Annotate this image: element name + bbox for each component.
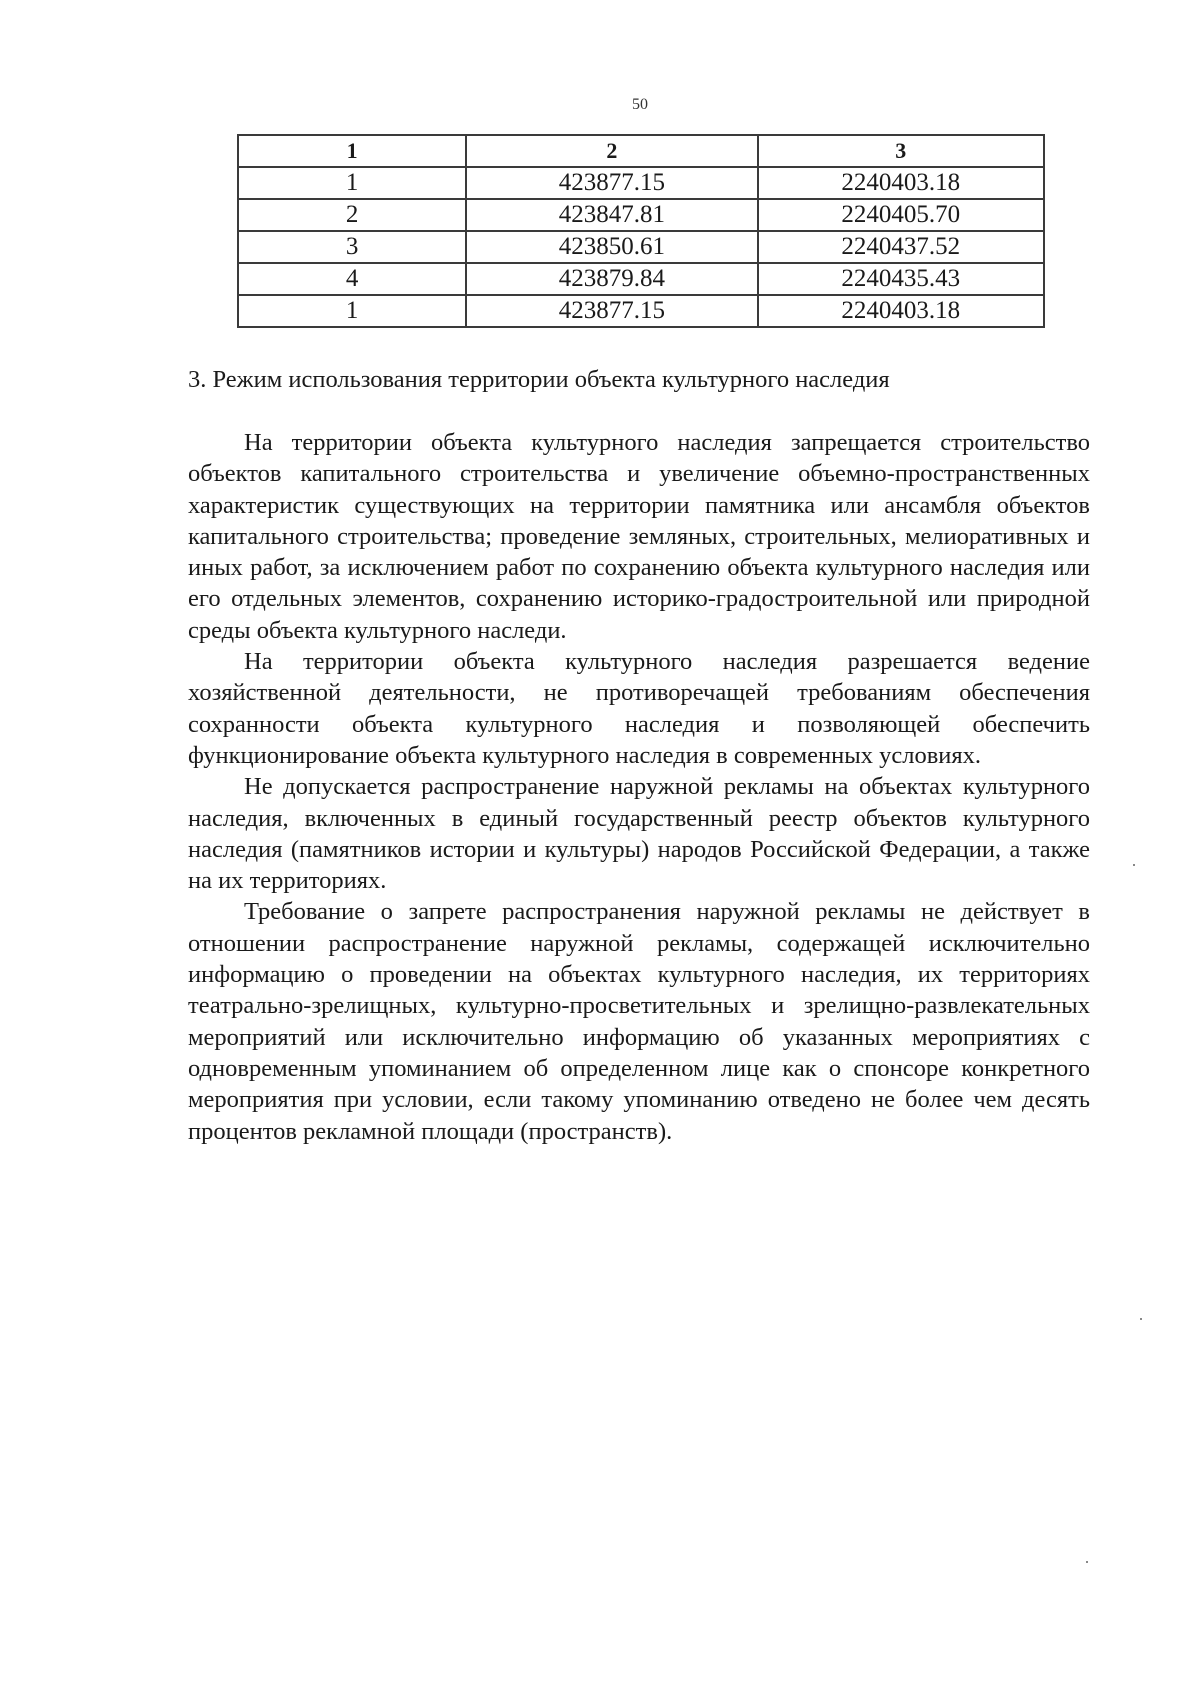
paragraph: Требование о запрете распространения наружной рекламы не действует в отношении распространение наружной рекламы, содержащей исключительно информацию о проведении на объектах культурного наследия, их территориях театрально-зрелищных, культурно-просветительных и зрелищно-развлекательных мероприятий или исключительно информацию об указанных мероприятиях с одновременным упоминанием об определенном лице как о спонсоре конкретного мероприятия при условии, если такому упоминанию отведено не более чем десять процентов рекламной площади (пространств). (188, 898, 1090, 1145)
table-header-cell: 2 (466, 135, 757, 167)
table-row (238, 263, 1044, 295)
x-coordinate-cell: 423877.15 (466, 167, 757, 199)
table-row (238, 167, 1044, 199)
x-coordinate-cell: 423847.81 (466, 199, 757, 231)
point-number-cell: 2 (238, 199, 466, 231)
scan-speck (1086, 1561, 1088, 1563)
scan-speck (1140, 1318, 1142, 1320)
table-header-cell: 1 (238, 135, 466, 167)
point-number-cell: 4 (238, 263, 466, 295)
x-coordinate-cell: 423850.61 (466, 231, 757, 263)
body-text (188, 427, 1090, 1147)
scan-speck (1133, 864, 1135, 866)
point-number-cell: 1 (238, 167, 466, 199)
y-coordinate-cell: 2240435.43 (758, 263, 1044, 295)
table-row (238, 231, 1044, 263)
y-coordinate-cell: 2240403.18 (758, 295, 1044, 327)
point-number-cell: 1 (238, 295, 466, 327)
page-number: 50 (632, 96, 648, 113)
coordinates-table (237, 134, 1045, 328)
table-row (238, 199, 1044, 231)
x-coordinate-cell: 423879.84 (466, 263, 757, 295)
table-header-row (238, 135, 1044, 167)
table-header-cell: 3 (758, 135, 1044, 167)
paragraph: На территории объекта культурного наследия запрещается строительство объектов капитального строительства и увеличение объемно-пространственных характеристик существующих на территории памятника или ансамбля объектов капитального строительства; проведение земляных, строительных, мелиоративных и иных работ, за исключением работ по сохранению объекта культурного наследия или его отдельных элементов, сохранению историко-градостроительной или природной среды объекта культурного наследи. (188, 429, 1090, 644)
point-number-cell: 3 (238, 231, 466, 263)
section-heading: 3. Режим использования территории объекта культурного наследия (188, 366, 890, 393)
y-coordinate-cell: 2240405.70 (758, 199, 1044, 231)
paragraph: Не допускается распространение наружной рекламы на объектах культурного наследия, включенных в единый государственный реестр объектов культурного наследия (памятников истории и культуры) народов Российской Федерации, а также на их территориях. (188, 773, 1090, 895)
paragraph: На территории объекта культурного наследия разрешается ведение хозяйственной деятельности, не противоречащей требованиям обеспечения сохранности объекта культурного наследия и позволяющей обеспечить функционирование объекта культурного наследия в современных условиях. (188, 648, 1090, 769)
table-row (238, 295, 1044, 327)
y-coordinate-cell: 2240403.18 (758, 167, 1044, 199)
x-coordinate-cell: 423877.15 (466, 295, 757, 327)
y-coordinate-cell: 2240437.52 (758, 231, 1044, 263)
